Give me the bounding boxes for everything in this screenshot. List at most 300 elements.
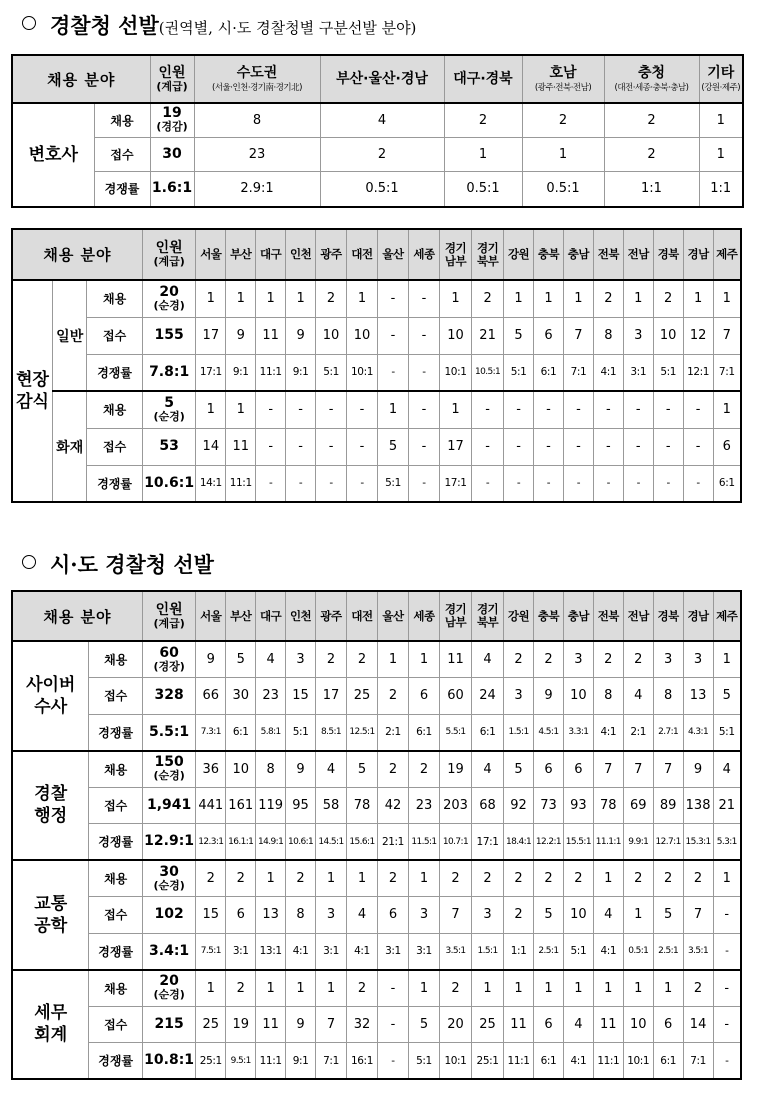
- value-cell: 1:1: [604, 171, 699, 207]
- value-cell: 12.5:1: [347, 714, 378, 751]
- value-cell: 25:1: [196, 1043, 226, 1080]
- value-cell: 4:1: [593, 714, 623, 751]
- value-cell: 30: [226, 678, 256, 715]
- value-cell: 2: [196, 860, 226, 897]
- value-cell: 21:1: [377, 824, 408, 861]
- table3-row-apply: [12, 678, 741, 715]
- value-cell: 2: [522, 103, 604, 137]
- value-cell: 2: [593, 641, 623, 678]
- value-cell: 2: [534, 641, 564, 678]
- table3-row-hire: [12, 641, 741, 678]
- total-value: 30: [162, 145, 182, 162]
- value-cell: -: [378, 354, 409, 391]
- table3-row-hire: [12, 860, 741, 897]
- total-rank: (순경): [153, 769, 185, 782]
- province-label: 전북: [597, 247, 619, 261]
- value-cell: 11.1:1: [593, 824, 623, 861]
- value-cell: -: [563, 465, 593, 502]
- value-cell: -: [409, 391, 440, 428]
- table3-row-ratio: [12, 824, 741, 861]
- province-header: [563, 229, 593, 280]
- value-cell: 4:1: [593, 354, 623, 391]
- value-cell: 14.9:1: [256, 824, 286, 861]
- total-value: 3.4:1: [149, 942, 190, 959]
- total-apply: [142, 428, 195, 465]
- value-cell: -: [713, 970, 741, 1007]
- total-value: 19: [162, 105, 182, 122]
- value-cell: 12: [683, 317, 713, 354]
- value-cell: 2: [320, 137, 444, 171]
- total-value: 102: [154, 906, 184, 923]
- province-header: [377, 591, 408, 641]
- total-rank: (경장): [153, 659, 185, 673]
- value-cell: 23: [194, 137, 320, 171]
- region-header: [604, 55, 699, 103]
- province-header: [226, 591, 256, 641]
- value-cell: 12.2:1: [534, 824, 564, 861]
- value-cell: 1: [439, 280, 471, 317]
- value-cell: 2: [316, 280, 347, 317]
- value-cell: -: [593, 428, 623, 465]
- value-cell: 1:1: [699, 171, 743, 207]
- value-cell: 9:1: [286, 1043, 316, 1080]
- value-cell: -: [504, 428, 534, 465]
- value-cell: 11: [504, 1006, 534, 1043]
- value-cell: 1: [347, 280, 378, 317]
- province-label: 경북: [657, 608, 679, 623]
- value-cell: 6: [534, 317, 564, 354]
- province-header: [534, 229, 564, 280]
- row-label-ratio: 경쟁률: [89, 824, 142, 861]
- province-header: [563, 591, 593, 641]
- value-cell: 1: [593, 970, 623, 1007]
- province-label: 제주: [716, 247, 738, 261]
- province-header: [378, 229, 409, 280]
- value-cell: -: [593, 391, 623, 428]
- value-cell: 9: [286, 1006, 316, 1043]
- value-cell: 1: [408, 641, 439, 678]
- table1-row-apply: [12, 137, 743, 171]
- value-cell: 1: [534, 280, 564, 317]
- value-cell: 5.8:1: [256, 714, 286, 751]
- value-cell: 6:1: [408, 714, 439, 751]
- value-cell: 92: [504, 787, 534, 824]
- province-label: 경남: [687, 608, 709, 623]
- value-cell: 4: [472, 751, 504, 788]
- rank-label: (계급): [156, 79, 188, 93]
- field-name: [12, 641, 89, 751]
- province-label: 전남: [627, 608, 649, 623]
- region-header: [444, 55, 522, 103]
- province-header: [683, 591, 713, 641]
- value-cell: 5: [378, 428, 409, 465]
- table3-row-apply: [12, 1006, 741, 1043]
- value-cell: -: [472, 428, 504, 465]
- value-cell: 4: [256, 641, 286, 678]
- value-cell: 1: [226, 391, 256, 428]
- value-cell: 23: [256, 678, 286, 715]
- value-cell: -: [563, 391, 593, 428]
- value-cell: -: [316, 391, 347, 428]
- value-cell: 1: [408, 860, 439, 897]
- value-cell: 9: [196, 641, 226, 678]
- value-cell: 13:1: [256, 933, 286, 970]
- total-value: 5.5:1: [149, 723, 190, 740]
- value-cell: 15.3:1: [683, 824, 713, 861]
- province-header: [653, 229, 683, 280]
- value-cell: 25: [472, 1006, 504, 1043]
- field-name-text: 사이버수사: [26, 674, 76, 717]
- value-cell: -: [713, 933, 741, 970]
- value-cell: -: [377, 1006, 408, 1043]
- value-cell: 19: [439, 751, 471, 788]
- value-cell: 2: [563, 860, 593, 897]
- value-cell: 17:1: [472, 824, 504, 861]
- value-cell: 19: [226, 1006, 256, 1043]
- total-apply: [142, 317, 195, 354]
- table2-row-ratio: [12, 354, 741, 391]
- table2-header-row: [12, 229, 741, 280]
- value-cell: -: [534, 391, 564, 428]
- value-cell: 7.5:1: [196, 933, 226, 970]
- value-cell: 5:1: [653, 354, 683, 391]
- value-cell: 11: [256, 317, 286, 354]
- total-hire: [142, 860, 195, 897]
- value-cell: 16.1:1: [226, 824, 256, 861]
- province-header: [439, 229, 471, 280]
- total-hire: [142, 391, 195, 428]
- region-header: [320, 55, 444, 103]
- value-cell: 11.5:1: [408, 824, 439, 861]
- value-cell: 2: [504, 897, 534, 934]
- total-value: 20: [159, 973, 179, 989]
- value-cell: 1: [534, 970, 564, 1007]
- value-cell: 11: [439, 641, 471, 678]
- province-label: 부산: [230, 608, 252, 623]
- value-cell: -: [409, 354, 440, 391]
- field-name-text: 교통공학: [34, 893, 68, 936]
- value-cell: 5: [504, 751, 534, 788]
- table3-row-hire: [12, 970, 741, 1007]
- province-label: 경기북부: [476, 240, 499, 268]
- value-cell: 1: [563, 970, 593, 1007]
- value-cell: 5:1: [286, 714, 316, 751]
- value-cell: 441: [196, 787, 226, 824]
- value-cell: 2: [593, 280, 623, 317]
- value-cell: 25: [347, 678, 378, 715]
- province-label: 서울: [200, 608, 222, 623]
- province-header: [623, 591, 653, 641]
- province-header: [472, 591, 504, 641]
- row-label-apply: 접수: [89, 787, 142, 824]
- value-cell: -: [347, 391, 378, 428]
- value-cell: 9:1: [286, 354, 316, 391]
- value-cell: 4.3:1: [683, 714, 713, 751]
- forensics-table: [11, 228, 742, 503]
- province-header: [226, 229, 256, 280]
- value-cell: 1: [256, 970, 286, 1007]
- field-name: [12, 970, 89, 1080]
- total-value: 1.6:1: [151, 180, 193, 197]
- value-cell: 4: [713, 751, 741, 788]
- total-value: 10.6:1: [144, 474, 195, 491]
- value-cell: -: [623, 391, 653, 428]
- value-cell: 6: [563, 751, 593, 788]
- value-cell: 14.5:1: [316, 824, 347, 861]
- total-ratio: [142, 714, 195, 751]
- value-cell: 2: [226, 970, 256, 1007]
- province-header: [534, 591, 564, 641]
- field-name-text: 세무회계: [34, 1003, 68, 1046]
- total-apply: [142, 1006, 195, 1043]
- value-cell: 93: [563, 787, 593, 824]
- value-cell: 1.5:1: [504, 714, 534, 751]
- value-cell: -: [286, 465, 316, 502]
- value-cell: -: [347, 465, 378, 502]
- value-cell: 1: [377, 641, 408, 678]
- value-cell: 8: [286, 897, 316, 934]
- province-header: [256, 229, 286, 280]
- value-cell: 6:1: [226, 714, 256, 751]
- value-cell: 7: [713, 317, 741, 354]
- value-cell: 9.5:1: [226, 1043, 256, 1080]
- province-header: [286, 591, 316, 641]
- province-header: [653, 591, 683, 641]
- value-cell: 4:1: [347, 933, 378, 970]
- row-label-hire: 채용: [89, 641, 142, 678]
- value-cell: 119: [256, 787, 286, 824]
- province-label: 전북: [597, 608, 619, 623]
- value-cell: 1: [563, 280, 593, 317]
- value-cell: 1: [713, 860, 741, 897]
- value-cell: 7: [683, 897, 713, 934]
- value-cell: 2: [604, 137, 699, 171]
- field-name-text: 경찰행정: [34, 784, 68, 827]
- value-cell: 138: [683, 787, 713, 824]
- value-cell: 0.5:1: [522, 171, 604, 207]
- value-cell: -: [472, 391, 504, 428]
- table1-header-row: [12, 55, 743, 103]
- field-name: [12, 280, 53, 502]
- province-label: 인천: [289, 247, 312, 261]
- province-label: 광주: [320, 608, 342, 623]
- province-header: [593, 591, 623, 641]
- value-cell: 2: [504, 641, 534, 678]
- province-header: [408, 591, 439, 641]
- province-header: [504, 591, 534, 641]
- value-cell: 10:1: [347, 354, 378, 391]
- total-apply: [150, 137, 194, 171]
- total-value: 30: [159, 863, 179, 880]
- province-label: 대구: [260, 247, 282, 261]
- total-value: 215: [154, 1015, 184, 1032]
- value-cell: 10.6:1: [286, 824, 316, 861]
- total-value: 155: [154, 327, 184, 343]
- total-ratio: [142, 354, 195, 391]
- value-cell: 68: [472, 787, 504, 824]
- value-cell: 6: [377, 897, 408, 934]
- value-cell: 6: [408, 678, 439, 715]
- value-cell: 2: [316, 641, 347, 678]
- province-label: 충남: [567, 247, 590, 261]
- value-cell: 12.7:1: [653, 824, 683, 861]
- value-cell: 1: [504, 970, 534, 1007]
- table3-row-apply: [12, 787, 741, 824]
- section2-heading: [22, 549, 214, 579]
- value-cell: 9:1: [226, 354, 256, 391]
- value-cell: 10: [347, 317, 378, 354]
- value-cell: 3: [653, 641, 683, 678]
- province-label: 세종: [413, 247, 435, 261]
- value-cell: 2: [439, 970, 471, 1007]
- province-label: 경기북부: [476, 602, 499, 629]
- section2-title: 시·도 경찰청 선발: [50, 552, 214, 577]
- table2-row-hire: [12, 391, 741, 428]
- total-value: 1,941: [146, 796, 192, 813]
- value-cell: -: [653, 465, 683, 502]
- row-label-ratio: 경쟁률: [87, 354, 143, 391]
- headcount-header: [142, 229, 195, 280]
- field-header: 채용 분야: [12, 55, 150, 103]
- value-cell: 7: [316, 1006, 347, 1043]
- province-header: [196, 229, 226, 280]
- value-cell: 25: [196, 1006, 226, 1043]
- value-cell: 1: [286, 280, 316, 317]
- value-cell: 11:1: [256, 1043, 286, 1080]
- section1-heading: [22, 10, 416, 40]
- value-cell: 11: [593, 1006, 623, 1043]
- value-cell: 2: [534, 860, 564, 897]
- value-cell: 6:1: [534, 1043, 564, 1080]
- value-cell: -: [713, 1043, 741, 1080]
- total-ratio: [142, 824, 195, 861]
- value-cell: 161: [226, 787, 256, 824]
- row-label-ratio: 경쟁률: [89, 1043, 142, 1080]
- row-label-apply: 접수: [87, 428, 143, 465]
- value-cell: 2.7:1: [653, 714, 683, 751]
- value-cell: -: [286, 391, 316, 428]
- value-cell: 2: [623, 860, 653, 897]
- value-cell: -: [316, 428, 347, 465]
- total-rank: (순경): [153, 298, 185, 312]
- value-cell: 8: [256, 751, 286, 788]
- value-cell: 2.9:1: [194, 171, 320, 207]
- value-cell: 3: [316, 897, 347, 934]
- value-cell: 7: [563, 317, 593, 354]
- row-label-ratio: 경쟁률: [89, 714, 142, 751]
- value-cell: 6: [534, 1006, 564, 1043]
- value-cell: 11:1: [504, 1043, 534, 1080]
- value-cell: 2: [377, 678, 408, 715]
- value-cell: 3.3:1: [563, 714, 593, 751]
- value-cell: 2.5:1: [653, 933, 683, 970]
- value-cell: 36: [196, 751, 226, 788]
- value-cell: 2: [683, 860, 713, 897]
- value-cell: -: [504, 465, 534, 502]
- value-cell: 15.5:1: [563, 824, 593, 861]
- total-hire: [142, 970, 195, 1007]
- value-cell: -: [623, 428, 653, 465]
- value-cell: 3:1: [623, 354, 653, 391]
- section1-title: 경찰청 선발: [50, 13, 159, 38]
- value-cell: 7: [623, 751, 653, 788]
- value-cell: 2: [444, 103, 522, 137]
- province-label: 광주: [320, 247, 342, 261]
- total-value: 5: [164, 394, 175, 411]
- value-cell: 11: [256, 1006, 286, 1043]
- value-cell: 1: [286, 970, 316, 1007]
- value-cell: 10: [316, 317, 347, 354]
- province-label: 부산: [230, 247, 252, 261]
- region-detail: (서울·인천·경기南·경기北): [212, 82, 302, 93]
- region-name: 충청: [637, 64, 666, 81]
- province-header: [316, 229, 347, 280]
- province-label: 대전: [351, 608, 373, 623]
- table3-row-ratio: [12, 714, 741, 751]
- value-cell: 11:1: [256, 354, 286, 391]
- table2-row-ratio: [12, 465, 741, 502]
- value-cell: 2: [504, 860, 534, 897]
- value-cell: 7:1: [316, 1043, 347, 1080]
- value-cell: 3: [408, 897, 439, 934]
- province-header: [256, 591, 286, 641]
- total-rank: (순경): [153, 409, 185, 423]
- value-cell: 60: [439, 678, 471, 715]
- value-cell: 9.9:1: [623, 824, 653, 861]
- value-cell: 10: [623, 1006, 653, 1043]
- value-cell: -: [347, 428, 378, 465]
- value-cell: 42: [377, 787, 408, 824]
- province-header: [713, 229, 741, 280]
- value-cell: 78: [347, 787, 378, 824]
- value-cell: 10: [563, 678, 593, 715]
- province-label: 강원: [507, 247, 530, 261]
- value-cell: 11: [226, 428, 256, 465]
- region-name: 대구·경북: [453, 70, 513, 87]
- value-cell: 7: [439, 897, 471, 934]
- value-cell: -: [409, 465, 440, 502]
- value-cell: 8: [593, 678, 623, 715]
- value-cell: 3: [563, 641, 593, 678]
- headcount-label: 인원: [155, 601, 183, 618]
- value-cell: -: [377, 970, 408, 1007]
- value-cell: 8: [653, 678, 683, 715]
- value-cell: -: [683, 428, 713, 465]
- table3-row-hire: [12, 751, 741, 788]
- value-cell: 1: [593, 860, 623, 897]
- value-cell: 23: [408, 787, 439, 824]
- value-cell: 7:1: [563, 354, 593, 391]
- value-cell: 1: [623, 897, 653, 934]
- value-cell: 1: [316, 860, 347, 897]
- value-cell: 78: [593, 787, 623, 824]
- value-cell: 2:1: [377, 714, 408, 751]
- value-cell: -: [378, 317, 409, 354]
- region-detail: (강원·제주): [701, 82, 741, 93]
- value-cell: 1: [699, 137, 743, 171]
- value-cell: 14:1: [196, 465, 226, 502]
- value-cell: 2: [653, 860, 683, 897]
- value-cell: 4: [563, 1006, 593, 1043]
- value-cell: 9: [286, 751, 316, 788]
- value-cell: -: [409, 317, 440, 354]
- province-header: [316, 591, 347, 641]
- province-label: 전남: [627, 247, 649, 261]
- row-label-hire: 채용: [94, 103, 150, 137]
- circle-bullet-icon: [22, 16, 36, 30]
- total-hire: [142, 641, 195, 678]
- value-cell: -: [504, 391, 534, 428]
